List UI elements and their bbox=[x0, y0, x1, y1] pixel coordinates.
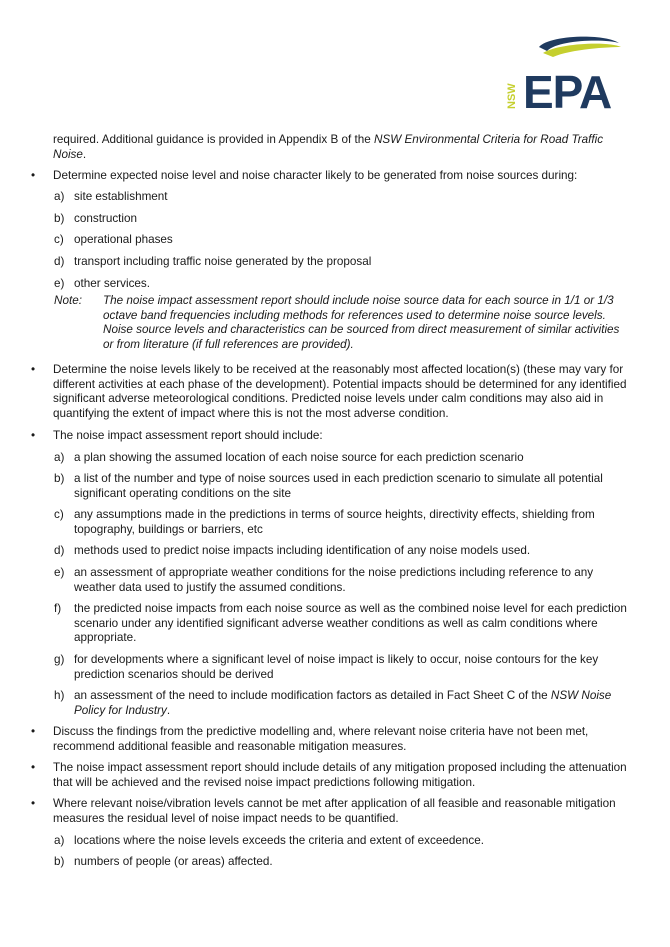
list-item-letter: b) bbox=[54, 472, 65, 485]
bullet-text: The noise impact assessment report should include details of any mitigation proposed including the attenuation that will be achieved and the revised noise impact predictions following mitigation. bbox=[53, 761, 627, 789]
bullet-icon: • bbox=[31, 797, 36, 810]
list-item-letter: b) bbox=[54, 855, 65, 868]
bullet-icon: • bbox=[31, 169, 36, 182]
list-item-letter: a) bbox=[54, 451, 65, 464]
list-item-letter: c) bbox=[54, 233, 64, 246]
bullet-icon: • bbox=[31, 761, 36, 774]
list-item-text: methods used to predict noise impacts including identification of any noise models used. bbox=[74, 544, 531, 557]
list-item-letter: f) bbox=[54, 602, 62, 615]
list-item-text: numbers of people (or areas) affected. bbox=[74, 855, 273, 868]
list-item-text: for developments where a significant level of noise impact is likely to occur, noise contours for the key prediction scenarios should be derived bbox=[74, 653, 599, 681]
bullet-text: Discuss the findings from the predictive modelling and, where relevant noise criteria have not been met, recommend additional feasible and reasonable mitigation measures. bbox=[53, 725, 589, 753]
list-item-letter: e) bbox=[54, 566, 65, 579]
list-item-letter: c) bbox=[54, 508, 64, 521]
list-item-letter: a) bbox=[54, 834, 65, 847]
list-item-letter: e) bbox=[54, 277, 65, 290]
note-label: Note: bbox=[54, 294, 82, 307]
bullet-icon: • bbox=[31, 429, 36, 442]
list-item-text: a plan showing the assumed location of each noise source for each prediction scenario bbox=[74, 451, 524, 464]
list-item-letter: h) bbox=[54, 689, 65, 702]
list-item-text: transport including traffic noise generated by the proposal bbox=[74, 255, 372, 268]
logo-prefix: NSW bbox=[506, 83, 518, 109]
bullet-text: The noise impact assessment report should include: bbox=[53, 429, 323, 442]
bullet-text: Determine the noise levels likely to be received at the reasonably most affected location(s) (these may vary for different activities at each phase of the development). Potential impacts should be determined for any identified significant adverse meteorological conditions. Predicted noise levels under calm conditions may also aid in quantifying the extent of impact where this is not the most adverse condition. bbox=[53, 363, 627, 420]
list-item-text: site establishment bbox=[74, 190, 168, 203]
nsw-epa-logo bbox=[506, 33, 627, 118]
intro-paragraph: required. Additional guidance is provided in Appendix B of the NSW Environmental Criteria for Road Traffic Noise. bbox=[53, 133, 604, 161]
list-item-text: the predicted noise impacts from each noise source as well as the combined noise level for each prediction scenario under any identified significant adverse weather conditions as well as calm conditions where appropriate. bbox=[74, 602, 627, 645]
logo-name: EPA bbox=[523, 66, 612, 118]
list-item-text: other services. bbox=[74, 277, 150, 290]
bullet-icon: • bbox=[31, 725, 36, 738]
list-item-text: a list of the number and type of noise sources used in each prediction scenario to simulate all potential significant operating conditions on the site bbox=[74, 472, 603, 500]
bullet-icon: • bbox=[31, 363, 36, 376]
bullet-text: Where relevant noise/vibration levels cannot be met after application of all feasible and reasonable mitigation measures the residual level of noise impact needs to be quantified. bbox=[53, 797, 616, 825]
list-item-text: any assumptions made in the predictions in terms of source heights, directivity effects, shielding from topography, buildings or barriers, etc bbox=[74, 508, 595, 536]
note-text: The noise impact assessment report should include noise source data for each source in 1/1 or 1/3 octave band frequencies including methods for references used to determine noise source levels. Noise source levels and characteristics can be sourced from direct measurement of similar activities or from literature (if full references are provided). bbox=[103, 294, 620, 351]
epa-logo-graphic bbox=[506, 33, 627, 118]
list-item-letter: b) bbox=[54, 212, 65, 225]
list-item-letter: a) bbox=[54, 190, 65, 203]
list-item-letter: g) bbox=[54, 653, 65, 666]
list-item-text: operational phases bbox=[74, 233, 173, 246]
list-item-text: an assessment of the need to include modification factors as detailed in Fact Sheet C of the NSW Noise Policy for Industry. bbox=[74, 689, 612, 717]
list-item-text: an assessment of appropriate weather conditions for the noise predictions including reference to any weather data used to justify the assumed conditions. bbox=[74, 566, 594, 594]
bullet-text: Determine expected noise level and noise character likely to be generated from noise sources during: bbox=[53, 169, 578, 182]
list-item-letter: d) bbox=[54, 255, 65, 268]
list-item-text: locations where the noise levels exceeds the criteria and extent of exceedence. bbox=[74, 834, 484, 847]
list-item-letter: d) bbox=[54, 544, 65, 557]
list-item-text: construction bbox=[74, 212, 138, 225]
